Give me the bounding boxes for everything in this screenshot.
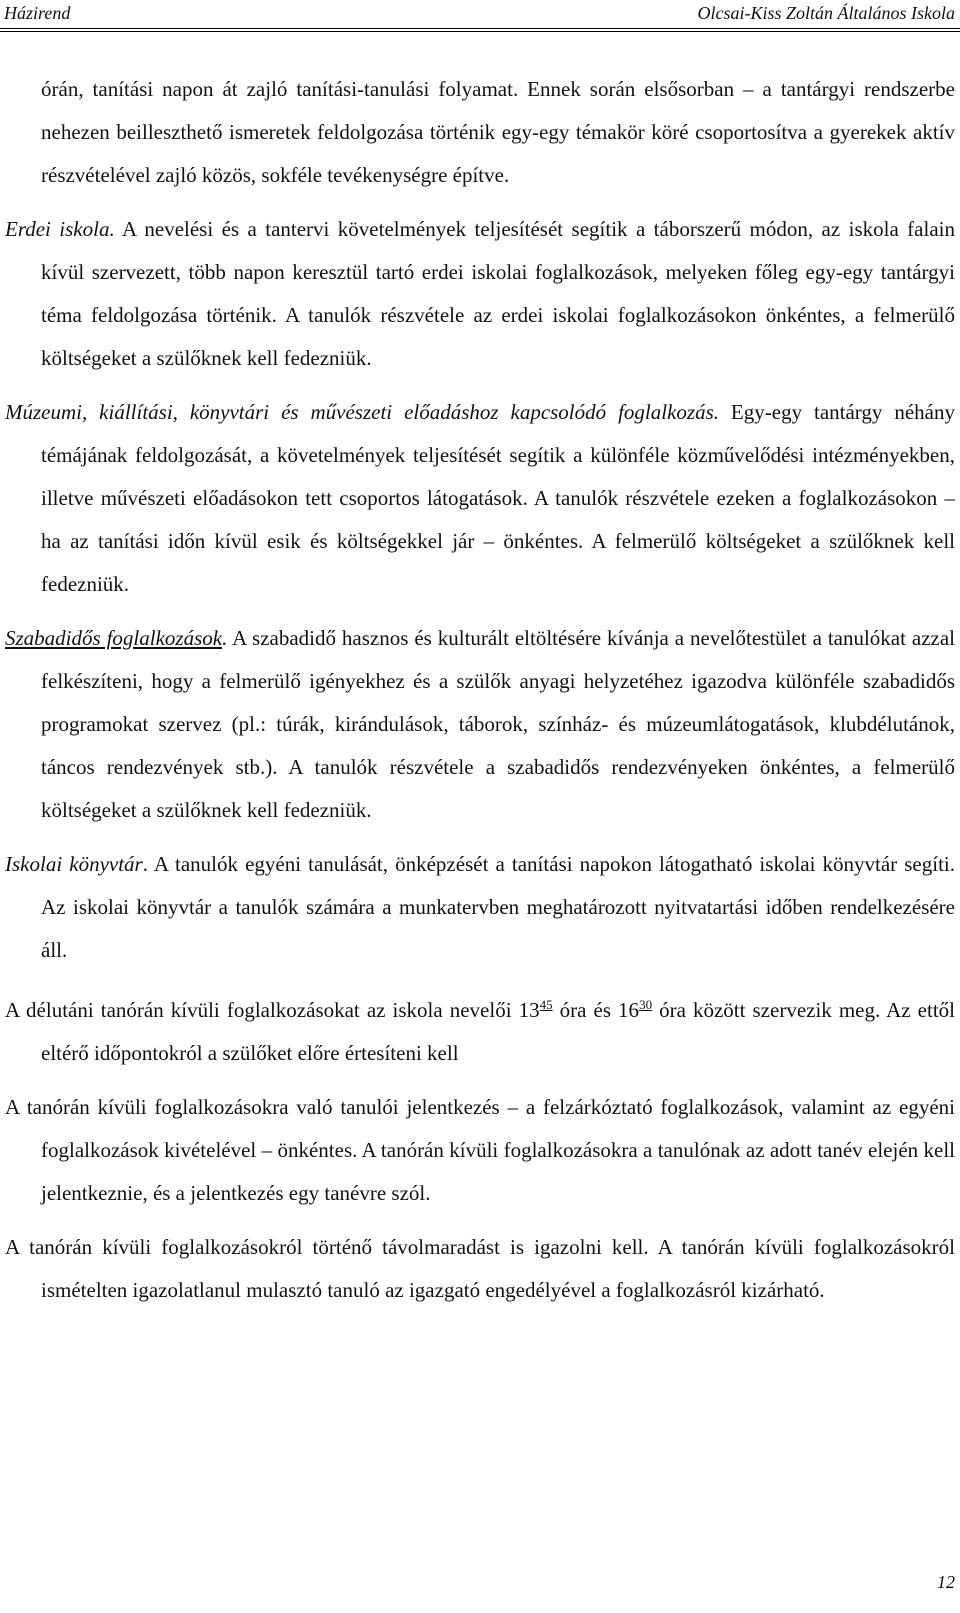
superscript-minutes: 30 bbox=[639, 997, 653, 1012]
paragraph-iskolai-konyvtar bbox=[0, 843, 960, 972]
header-school-name: Olcsai-Kiss Zoltán Általános Iskola bbox=[697, 3, 955, 23]
paragraph-text: órán, tanítási napon át zajló tanítási-tanulási folyamat. Ennek során elsősorban – a tantárgyi rendszerbe nehezen beilleszthető ismeretek feldolgozása történik egy-egy témakör köré csoportosítva a gyerekek aktív részvételével zajló közös, sokféle tevékenységre építve. bbox=[41, 77, 955, 187]
paragraph-text: A délutáni tanórán kívüli foglalkozásokat az iskola nevelői 13 bbox=[5, 998, 540, 1022]
paragraph-text: . A tanulók egyéni tanulását, önképzését a tanítási napokon látogatható iskolai könyvtár segíti. Az iskolai könyvtár a tanulók számára a munkatervben meghatározott nyitvatartási időben rendelkezésére áll. bbox=[41, 852, 955, 962]
document-body bbox=[0, 68, 960, 1312]
paragraph-text: A tanórán kívüli foglalkozásokról történő távolmaradást is igazolni kell. A tanórán kívüli foglalkozásokról ismételten igazolatlanul mulasztó tanuló az igazgató engedélyével a foglalkozásról kizárható. bbox=[5, 1235, 955, 1302]
paragraph-szabadidos bbox=[0, 617, 960, 832]
header-document-title: Házirend bbox=[4, 3, 71, 23]
paragraph-title-dot: . bbox=[222, 626, 228, 650]
paragraph-continuation bbox=[0, 68, 960, 197]
superscript-minutes: 45 bbox=[539, 997, 553, 1012]
paragraph-text: A nevelési és a tantervi követelmények teljesítését segítik a táborszerű módon, az iskola falain kívül szervezett, több napon keresztül tartó erdei iskolai foglalkozások, melyeken főleg egy-egy tantárgyi téma feldolgozása történik. A tanulók részvétele az erdei iskolai foglalkozásokon önkéntes, a felmerülő költségeket a szülőknek kell fedezniük. bbox=[41, 217, 955, 370]
page-number: 12 bbox=[937, 1572, 955, 1592]
paragraph-title: Iskolai könyvtár bbox=[5, 852, 143, 876]
paragraph-text: A tanórán kívüli foglalkozásokra való tanulói jelentkezés – a felzárkóztató foglalkozások, valamint az egyéni foglalkozások kivételével – önkéntes. A tanórán kívüli foglalkozásokra a tanulónak az adott tanév elején kell jelentkeznie, és a jelentkezés egy tanévre szól. bbox=[5, 1095, 955, 1205]
paragraph-title: Erdei iskola. bbox=[5, 217, 115, 241]
page-header bbox=[0, 0, 960, 32]
paragraph-text: Egy-egy tantárgy néhány témájának feldolgozását, a követelmények teljesítését segítik a különféle közművelődési intézményekben, illetve művészeti előadásokon tett csoportos látogatások. A tanulók részvétele ezeken a foglalkozásokon – ha az tanítási időn kívül esik és költségekkel jár – önkéntes. A felmerülő költségeket a szülőknek kell fedezniük. bbox=[41, 400, 955, 596]
paragraph-tavolmaradas bbox=[0, 1226, 960, 1312]
paragraph-title: Múzeumi, kiállítási, könyvtári és művészeti előadáshoz kapcsolódó foglalkozás. bbox=[5, 400, 719, 424]
paragraph-erdei-iskola bbox=[0, 208, 960, 380]
paragraph-delutani-idopont bbox=[0, 983, 960, 1075]
paragraph-text: óra között szervezik meg. Az ettől eltérő időpontokról a szülőket előre értesíteni kell bbox=[41, 998, 955, 1065]
paragraph-text: óra és 16 bbox=[552, 998, 640, 1022]
paragraph-jelentkezes bbox=[0, 1086, 960, 1215]
paragraph-muzeumi bbox=[0, 391, 960, 606]
paragraph-text: A szabadidő hasznos és kulturált eltöltésére kívánja a nevelőtestület a tanulókat azzal felkészíteni, hogy a felmerülő igényekhez és a szülők anyagi helyzetéhez igazodva különféle szabadidős programokat szervez (pl.: túrák, kirándulások, táborok, színház- és múzeumlátogatások, klubdélutánok, táncos rendezvények stb.). A tanulók részvétele a szabadidős rendezvényeken önkéntes, a felmerülő költségeket a szülőknek kell fedezniük. bbox=[41, 626, 955, 822]
paragraph-title: Szabadidős foglalkozások bbox=[5, 626, 223, 650]
